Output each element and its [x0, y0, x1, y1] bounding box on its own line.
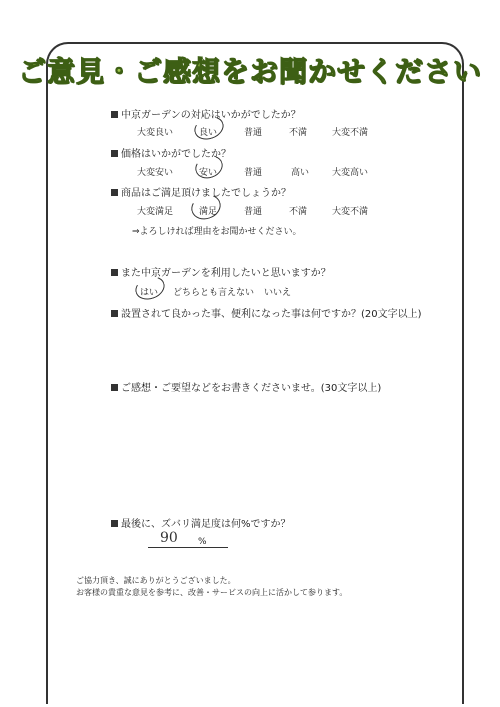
question-comments-text: ご感想・ご要望などをお書きくださいませ。(30文字以上)	[121, 383, 382, 394]
q4-option-yes[interactable]: はい	[140, 288, 159, 298]
satisfaction-answer[interactable]: 90	[160, 530, 178, 546]
square-bullet-icon	[111, 520, 118, 527]
square-bullet-icon	[111, 384, 118, 391]
q2-option-very-expensive[interactable]: 大変高い	[332, 168, 369, 178]
q2-option-very-cheap[interactable]: 大変安い	[137, 168, 174, 178]
question-price-text: 価格はいかがでしたか？	[121, 149, 231, 160]
question-benefits-text: 設置されて良かった事、便利になった事は何ですか？(20文字以上)	[121, 309, 422, 320]
footer-message: お客様の貴重な意見を参考に、改善・サービスの向上に活かして参ります。	[76, 588, 348, 597]
answer-underline	[148, 547, 228, 548]
q1-option-good[interactable]: 良い	[199, 128, 218, 138]
footer-thanks: ご協力頂き、誠にありがとうございました。	[76, 576, 236, 585]
q3-option-normal[interactable]: 普通	[244, 207, 263, 217]
question-product-text: 商品はご満足頂けましたでしょうか？	[121, 188, 291, 199]
square-bullet-icon	[111, 111, 118, 118]
square-bullet-icon	[111, 310, 118, 317]
q1-option-very-good[interactable]: 大変良い	[137, 128, 174, 138]
form-title: ご意見・ご感想をお聞かせください	[17, 55, 482, 88]
q4-option-no[interactable]: いいえ	[264, 288, 292, 298]
question-reuse-text: また中京ガーデンを利用したいと思いますか？	[121, 268, 331, 279]
q4-option-neutral[interactable]: どちらとも言えない	[173, 288, 255, 298]
question-reuse	[111, 264, 331, 279]
q1-option-very-dissatisfied[interactable]: 大変不満	[332, 128, 369, 138]
q2-option-expensive[interactable]: 高い	[291, 168, 310, 178]
square-bullet-icon	[111, 189, 118, 196]
question-comments	[111, 379, 381, 394]
question-benefits	[111, 305, 422, 320]
q1-option-normal[interactable]: 普通	[244, 128, 263, 138]
square-bullet-icon	[111, 150, 118, 157]
q3-option-satisfied[interactable]: 満足	[199, 207, 218, 217]
q3-option-very-dissatisfied[interactable]: 大変不満	[332, 207, 369, 217]
q3-option-very-satisfied[interactable]: 大変満足	[137, 207, 174, 217]
q3-option-dissatisfied[interactable]: 不満	[289, 207, 308, 217]
q2-option-normal[interactable]: 普通	[244, 168, 263, 178]
question-satisfaction-text: 最後に、ズバリ満足度は何%ですか？	[121, 519, 291, 530]
square-bullet-icon	[111, 269, 118, 276]
form-frame	[46, 42, 464, 704]
question-service-text: 中京ガーデンの対応はいかがでしたか？	[121, 110, 301, 121]
q1-option-dissatisfied[interactable]: 不満	[289, 128, 308, 138]
q2-option-cheap[interactable]: 安い	[199, 168, 218, 178]
reason-note: ⇒よろしければ理由をお聞かせください。	[132, 227, 302, 237]
question-satisfaction	[111, 515, 291, 530]
percent-unit: %	[198, 537, 207, 547]
